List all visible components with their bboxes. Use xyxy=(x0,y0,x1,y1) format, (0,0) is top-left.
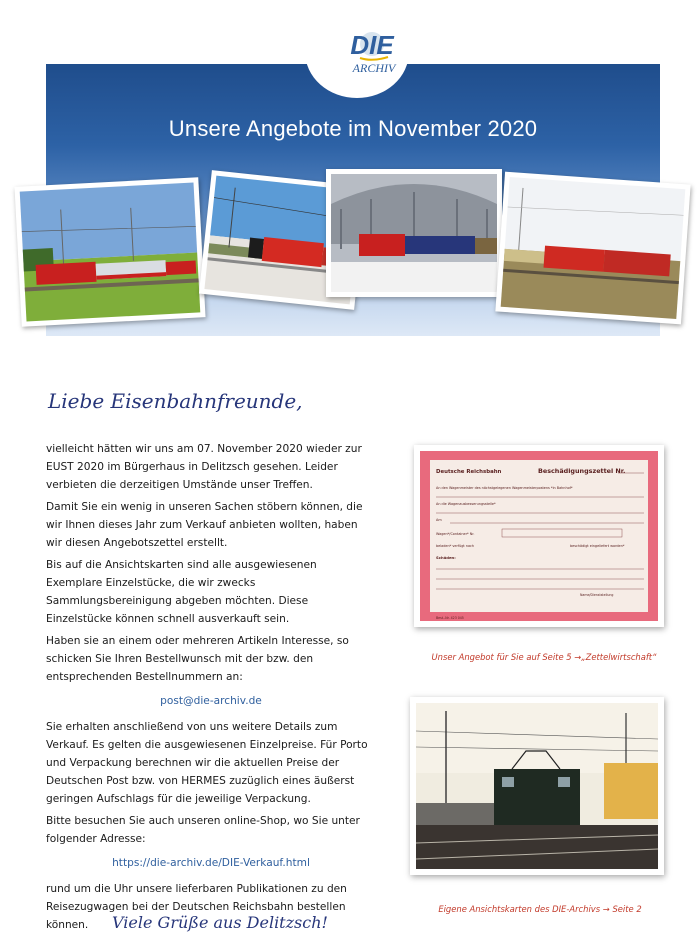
die-archiv-logo xyxy=(330,24,414,82)
email-link[interactable]: post@die-archiv.de xyxy=(160,695,262,707)
closing-handwriting xyxy=(108,900,328,942)
photo-station xyxy=(326,169,502,297)
paragraph: Sie erhalten anschließend von uns weitere Details zum Verkauf. Es gelten die ausgewiesenen Einzelpreise. Für Porto und Verpackung berechnen wir die aktuellen Preise der Deutschen Post bzw. von HERMES zuzüglich eines äußerst geringen Aufschlags für die jeweilige Verpackung. xyxy=(46,721,368,805)
svg-text:An die Wagenausbesserungsstell: An die Wagenausbesserungsstelle* xyxy=(436,502,496,506)
page-title: Unsere Angebote im November 2020 xyxy=(168,116,538,141)
letter-body xyxy=(46,440,376,938)
paragraph: Bis auf die Ansichtskarten sind alle ausgewiesenen Exemplare Einzelstücke, die wir zwecks Sammlungsbereinigung abgeben möchten. Diese Einzelstücke können schnell ausverkauft sein. xyxy=(46,559,317,625)
svg-text:Wagen*/Container* Nr.: Wagen*/Container* Nr. xyxy=(436,532,475,536)
svg-text:Am: Am xyxy=(436,518,442,522)
svg-text:beladen* verfügt nach: beladen* verfügt nach xyxy=(436,544,475,548)
svg-text:Liebe Eisenbahnfreunde,: Liebe Eisenbahnfreunde, xyxy=(48,389,303,413)
svg-text:Deutsche Reichsbahn: Deutsche Reichsbahn xyxy=(436,469,502,475)
svg-text:DIE: DIE xyxy=(350,30,394,60)
svg-text:Best.-Nr. 423 045: Best.-Nr. 423 045 xyxy=(436,616,464,620)
svg-text:Viele Grüße aus Delitzsch!: Viele Grüße aus Delitzsch! xyxy=(112,913,328,932)
form-card-caption: Unser Angebot für Sie auf Seite 5 →„Zettelwirtschaft“ xyxy=(431,652,657,662)
shop-url-link[interactable]: https://die-archiv.de/DIE-Verkauf.html xyxy=(112,857,310,869)
photo-train-3 xyxy=(495,172,690,325)
form-card-image xyxy=(414,445,664,627)
svg-text:Beschädigungszettel Nr.: Beschädigungszettel Nr. xyxy=(538,467,626,475)
paragraph: vielleicht hätten wir uns am 07. November 2020 wieder zur EUST 2020 im Bürgerhaus in Delitzsch gesehen. Leider verbieten die derzeitigen Umstände unser Treffen. xyxy=(46,443,362,491)
photo-caption: Eigene Ansichtskarten des DIE-Archivs → Seite 2 xyxy=(438,904,642,914)
svg-text:Schäden:: Schäden: xyxy=(436,555,456,560)
paragraph: Damit Sie ein wenig in unseren Sachen stöbern können, die wir Ihnen dieses Jahr zum Verkauf anbieten wollten, haben wir diesen Angebotszettel erstellt. xyxy=(46,501,363,549)
locomotive-photo xyxy=(410,697,664,875)
greeting-handwriting xyxy=(44,376,303,424)
svg-text:beschädigt eingeliefert worden: beschädigt eingeliefert worden* xyxy=(570,544,625,548)
paragraph: rund um die Uhr unsere lieferbaren Publikationen zu den Reisezugwagen bei der Deutschen Reichsbahn bestellen können. xyxy=(46,883,347,931)
svg-text:An den Wagenmeister des nächst: An den Wagenmeister des nächstgelegenen Wagenmeisterpostens *in Bahnhof* xyxy=(436,486,573,490)
svg-text:Name/Dienststellung: Name/Dienststellung xyxy=(580,593,614,597)
paragraph: Bitte besuchen Sie auch unseren online-Shop, wo Sie unter folgender Adresse: xyxy=(46,815,360,845)
svg-text:ARCHIV: ARCHIV xyxy=(352,61,396,75)
paragraph: Haben sie an einem oder mehreren Artikeln Interesse, so schicken Sie Ihren Bestellwunsch mit der bzw. den entsprechenden Bestellnummern an: xyxy=(46,635,349,683)
photo-train-1 xyxy=(14,177,205,326)
